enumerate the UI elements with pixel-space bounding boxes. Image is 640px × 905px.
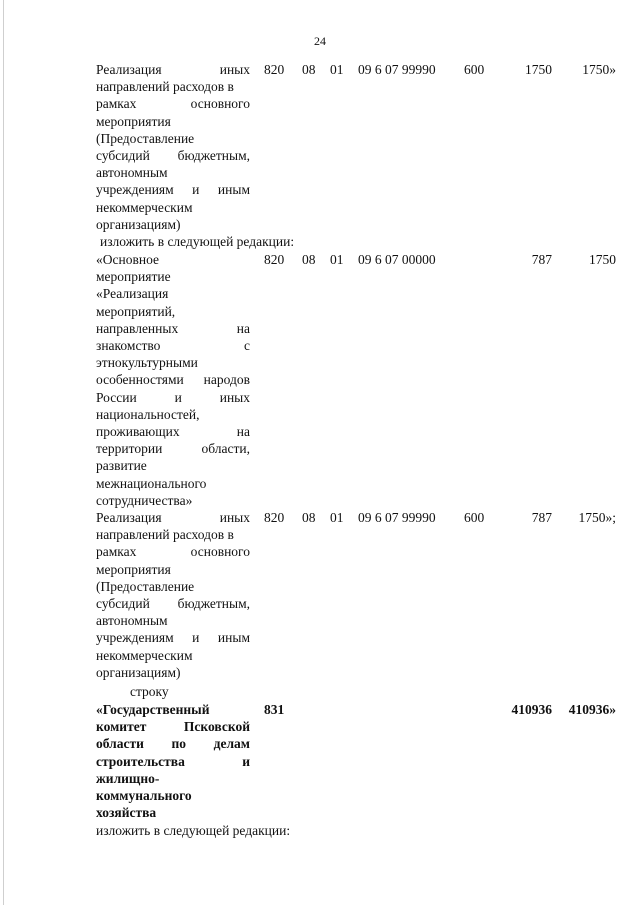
edit-instruction: изложить в следующей редакции: (96, 823, 291, 838)
line-instruction: строку (130, 684, 169, 699)
description-line: «Реализация (96, 286, 169, 302)
description-line: субсидий бюджетным, (96, 596, 250, 612)
description-line: этнокультурными (96, 355, 198, 371)
description-line: развитие (96, 458, 147, 474)
cell-subsection-code: 01 (330, 62, 344, 77)
description-line: национальностей, (96, 406, 200, 422)
description-line: хозяйства (96, 805, 157, 821)
description-line: некоммерческим (96, 199, 193, 215)
row-description (96, 61, 250, 233)
cell-amount-1: 787 (531, 252, 552, 267)
cell-subsection-code: 01 (330, 252, 344, 267)
description-line: жилищно- (96, 770, 160, 786)
description-line: мероприятий, (96, 303, 176, 319)
cell-amount-2: 1750 (589, 252, 616, 267)
cell-target-article: 09 6 07 00000 (358, 252, 436, 267)
description-line: Реализация иных (96, 62, 250, 77)
description-line: комитет Псковской (96, 719, 250, 735)
row-description (96, 509, 250, 681)
row-description (96, 701, 250, 821)
description-line: направленных на (96, 320, 250, 336)
description-line: знакомство с (96, 338, 250, 354)
cell-department-code: 820 (264, 62, 285, 77)
row-description (96, 251, 250, 509)
page-number: 24 (314, 34, 326, 48)
cell-amount-2: 1750» (582, 62, 616, 77)
description-line: «Государственный (96, 702, 210, 717)
cell-expense-type: 600 (464, 62, 485, 77)
description-line: организациям) (96, 216, 181, 232)
description-line: сотрудничества» (96, 492, 193, 508)
description-line: рамках основного (96, 96, 250, 112)
description-line: организациям) (96, 664, 181, 680)
edit-instruction: изложить в следующей редакции: (100, 234, 295, 249)
scan-margin-line (3, 0, 4, 905)
description-line: территории области, (96, 441, 250, 457)
description-line: особенностями народов (96, 372, 250, 388)
description-line: некоммерческим (96, 647, 193, 663)
description-line: области по делам (96, 736, 250, 752)
description-line: мероприятие (96, 269, 171, 285)
cell-amount-2: 410936» (568, 702, 616, 717)
cell-target-article: 09 6 07 99990 (358, 510, 436, 525)
cell-amount-1: 410936 (511, 702, 552, 717)
description-line: мероприятия (96, 113, 171, 129)
description-line: мероприятия (96, 561, 171, 577)
description-line: России и иных (96, 389, 250, 405)
cell-amount-1: 1750 (525, 62, 552, 77)
description-line: автономным (96, 613, 168, 629)
description-line: (Предоставление (96, 578, 195, 594)
cell-department-code: 820 (264, 510, 285, 525)
cell-subsection-code: 01 (330, 510, 344, 525)
description-line: рамках основного (96, 544, 250, 560)
cell-department-code: 820 (264, 252, 285, 267)
cell-section-code: 08 (302, 510, 316, 525)
description-line: «Основное (96, 252, 159, 267)
cell-target-article: 09 6 07 99990 (358, 62, 436, 77)
cell-amount-2: 1750»; (578, 510, 616, 525)
description-line: учреждениям и иным (96, 630, 250, 646)
cell-department-code: 831 (264, 702, 285, 717)
description-line: проживающих на (96, 424, 250, 440)
description-line: (Предоставление (96, 130, 195, 146)
description-line: строительства и (96, 753, 250, 769)
cell-expense-type: 600 (464, 510, 485, 525)
cell-amount-1: 787 (531, 510, 552, 525)
description-line: автономным (96, 165, 168, 181)
description-line: коммунального (96, 788, 192, 804)
cell-section-code: 08 (302, 62, 316, 77)
description-line: учреждениям и иным (96, 182, 250, 198)
description-line: направлений расходов в (96, 79, 234, 95)
description-line: межнационального (96, 475, 207, 491)
description-line: направлений расходов в (96, 527, 234, 543)
cell-section-code: 08 (302, 252, 316, 267)
description-line: субсидий бюджетным, (96, 148, 250, 164)
description-line: Реализация иных (96, 510, 250, 525)
